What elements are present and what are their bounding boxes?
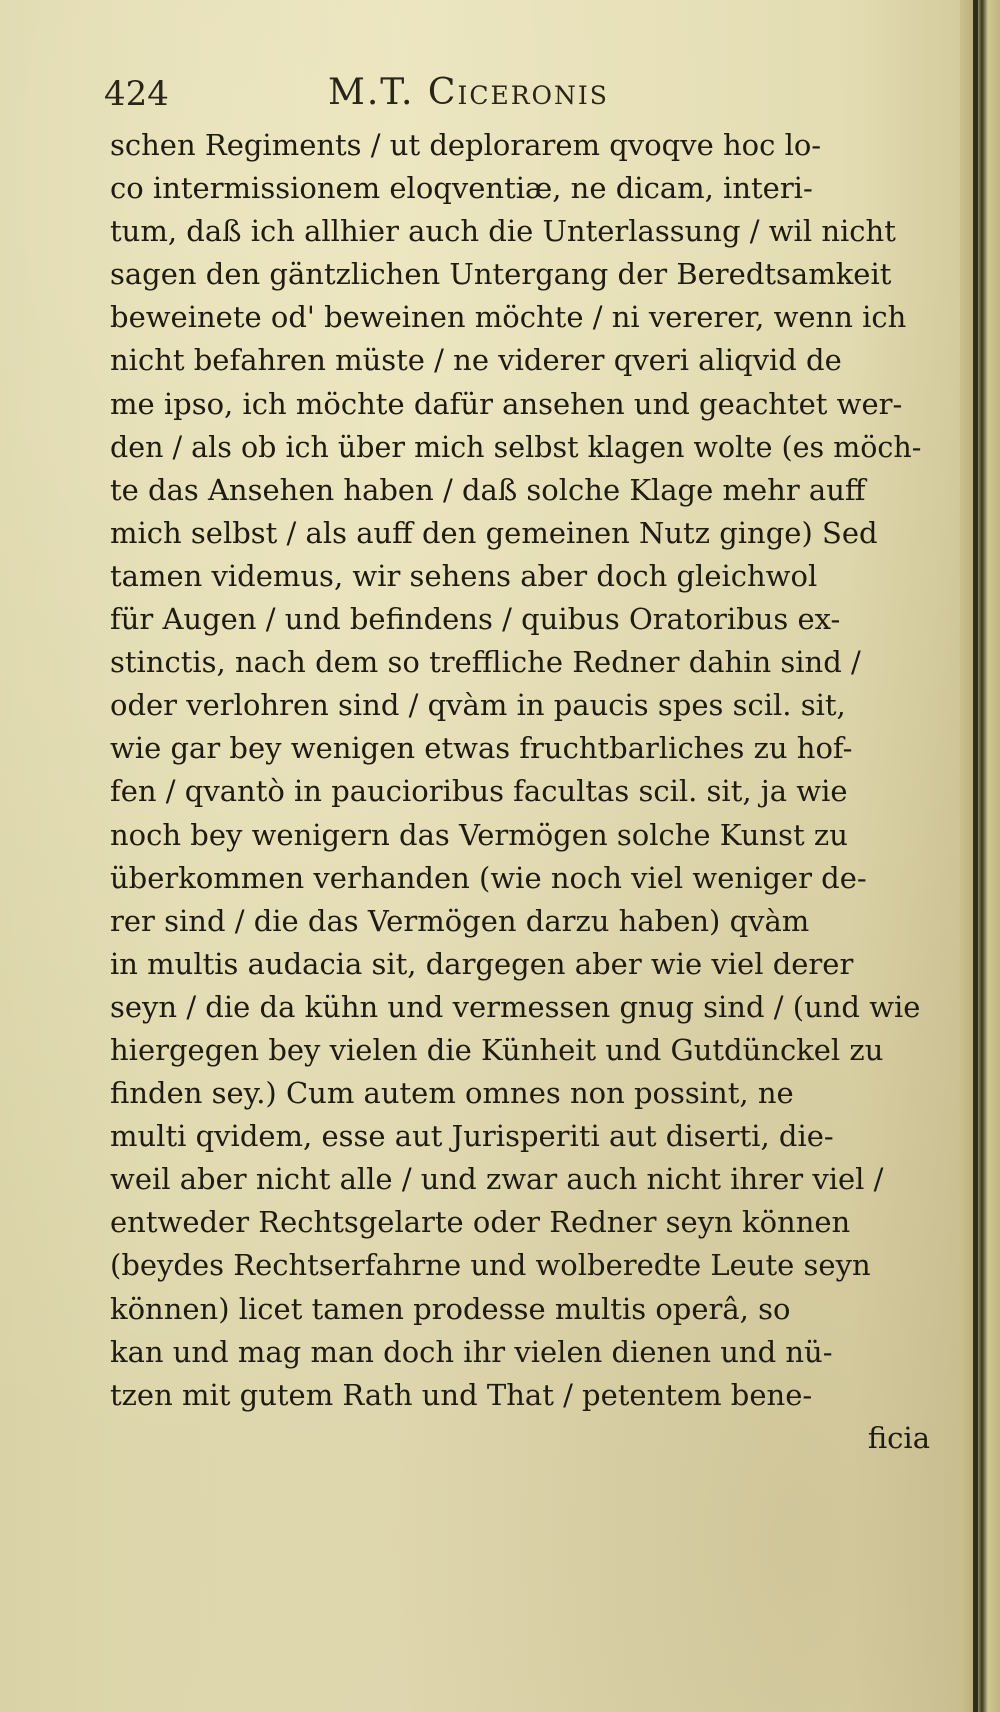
- text-line: hiergegen bey vielen die Künheit und Gutdünckel zu: [110, 1032, 884, 1067]
- text-line: können) licet tamen prodesse multis operâ, so: [110, 1291, 791, 1326]
- text-line: für Augen / und befindens / quibus Oratoribus ex-: [110, 602, 841, 637]
- text-line: den / als ob ich über mich selbst klagen wolte (es möch-: [110, 430, 922, 464]
- text-line: noch bey wenigern das Vermögen solche Kunst zu: [110, 817, 848, 852]
- page-header: [104, 68, 864, 128]
- text-line: beweinete od' beweinen möchte / ni vererer, wenn ich: [110, 300, 907, 335]
- text-line: oder verlohren sind / qvàm in paucis spes scil. sit,: [110, 688, 846, 723]
- text-line: weil aber nicht alle / und zwar auch nicht ihrer viel /: [110, 1162, 884, 1197]
- text-line: entweder Rechtsgelarte oder Redner seyn können: [110, 1205, 851, 1240]
- text-line: nicht befahren müste / ne viderer qveri aliqvid de: [110, 343, 842, 378]
- text-line: (beydes Rechtserfahrne und wolberedte Leute seyn: [110, 1248, 871, 1283]
- text-line: in multis audacia sit, dargegen aber wie viel derer: [110, 946, 854, 981]
- text-line: mich selbst / als auff den gemeinen Nutz ginge) Sed: [110, 515, 878, 550]
- text-line: schen Regiments / ut deplorarem qvoqve hoc lo-: [110, 128, 822, 162]
- catchword: ficia: [867, 1420, 930, 1455]
- text-block: [110, 124, 930, 1460]
- text-line: tum, daß ich allhier auch die Unterlassung / wil nicht: [110, 214, 896, 249]
- text-line: co intermissionem eloqventiæ, ne dicam, interi-: [110, 171, 813, 206]
- text-line: wie gar bey wenigen etwas fruchtbarliches zu hof-: [110, 731, 853, 766]
- text-line: me ipso, ich möchte dafür ansehen und geachtet wer-: [110, 386, 903, 421]
- text-line: tzen mit gutem Rath und That / petentem bene-: [110, 1377, 813, 1412]
- text-line: seyn / die da kühn und vermessen gnug sind / (und wie: [110, 989, 921, 1024]
- text-line: te das Ansehen haben / daß solche Klage mehr auff: [110, 472, 866, 507]
- text-line: überkommen verhanden (wie noch viel weniger de-: [110, 860, 867, 895]
- text-line: finden sey.) Cum autem omnes non possint, ne: [110, 1076, 794, 1111]
- text-line: tamen videmus, wir sehens aber doch gleichwol: [110, 558, 818, 593]
- text-line: multi qvidem, esse aut Jurisperiti aut diserti, die-: [110, 1119, 834, 1154]
- page-gutter: [960, 0, 1000, 1712]
- text-line: sagen den gäntzlichen Untergang der Beredtsamkeit: [110, 257, 892, 292]
- text-line: fen / qvantò in paucioribus facultas scil. sit, ja wie: [110, 774, 848, 809]
- binding-edge: [973, 0, 978, 1712]
- text-line: kan und mag man doch ihr vielen dienen und nü-: [110, 1334, 833, 1369]
- running-title: M.T. Ciceronis: [328, 72, 609, 113]
- page-number: 424: [104, 74, 169, 114]
- text-line: stinctis, nach dem so treffliche Redner dahin sind /: [110, 645, 861, 680]
- text-line: rer sind / die das Vermögen darzu haben) qvàm: [110, 903, 810, 938]
